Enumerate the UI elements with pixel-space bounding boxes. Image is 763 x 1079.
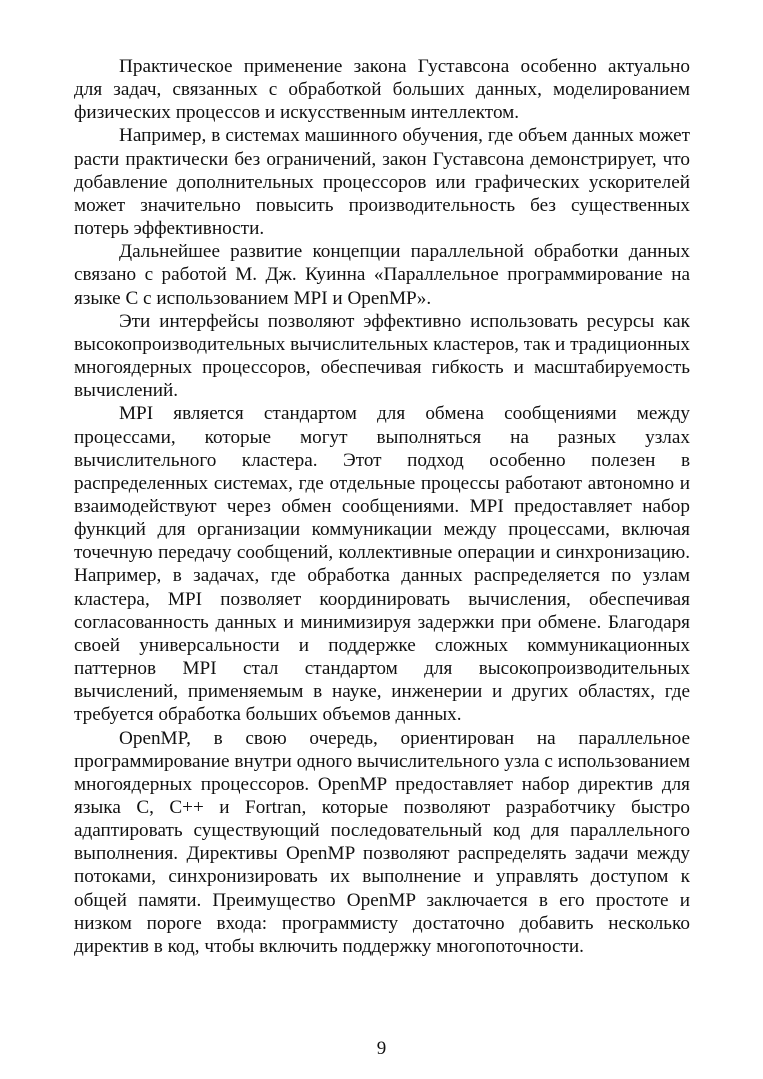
paragraph-quinn-book: Дальнейшее развитие концепции параллельной обработки данных связано с работой М. Дж. Куинна «Параллельное программирование на языке C с использованием MPI и OpenMP». xyxy=(74,241,690,309)
body-text xyxy=(74,55,690,958)
paragraph-mpi: MPI является стандартом для обмена сообщениями между процессами, которые могут выполняться на разных узлах вычислительного кластера. Этот подход особенно полезен в распределенных системах, где отдельные процессы работают автономно и взаимодействуют через обмен сообщениями. MPI предоставляет набор функций для организации коммуникации между процессами, включая точечную передачу сообщений, коллективные операции и синхронизацию. Например, в задачах, где обработка данных распределяется по узлам кластера, MPI позволяет координировать вычисления, обеспечивая согласованность данных и минимизируя задержки при обмене. Благодаря своей универсальности и поддержке сложных коммуникационных паттернов MPI стал стандартом для высокопроизводительных вычислений, применяемым в науке, инженерии и других областях, где требуется обработка больших объемов данных. xyxy=(74,403,690,726)
paragraph-gustafson-application: Практическое применение закона Густавсона особенно актуально для задач, связанных с обработкой больших данных, моделированием физических процессов и искусственным интеллектом. xyxy=(74,56,690,124)
paragraph-machine-learning: Например, в системах машинного обучения, где объем данных может расти практически без ограничений, закон Густавсона демонстрирует, что добавление дополнительных процессоров или графических ускорителей может значительно повысить производительность без существенных потерь эффективности. xyxy=(74,125,690,240)
paragraph-interfaces: Эти интерфейсы позволяют эффективно использовать ресурсы как высокопроизводительных вычислительных кластеров, так и традиционных многоядерных процессоров, обеспечивая гибкость и масштабируемость вычислений. xyxy=(74,310,690,402)
paragraph-openmp: OpenMP, в свою очередь, ориентирован на параллельное программирование внутри одного вычислительного узла с использованием многоядерных процессоров. OpenMP предоставляет набор директив для языка C, C++ и Fortran, которые позволяют разработчику быстро адаптировать существующий последовательный код для параллельного выполнения. Директивы OpenMP позволяют распределять задачи между потоками, синхронизировать их выполнение и управлять доступом к общей памяти. Преимущество OpenMP заключается в его простоте и низком пороге входа: программисту достаточно добавить несколько директив в код, чтобы включить поддержку многопоточности. xyxy=(74,727,690,957)
page-number: 9 xyxy=(376,1038,387,1059)
